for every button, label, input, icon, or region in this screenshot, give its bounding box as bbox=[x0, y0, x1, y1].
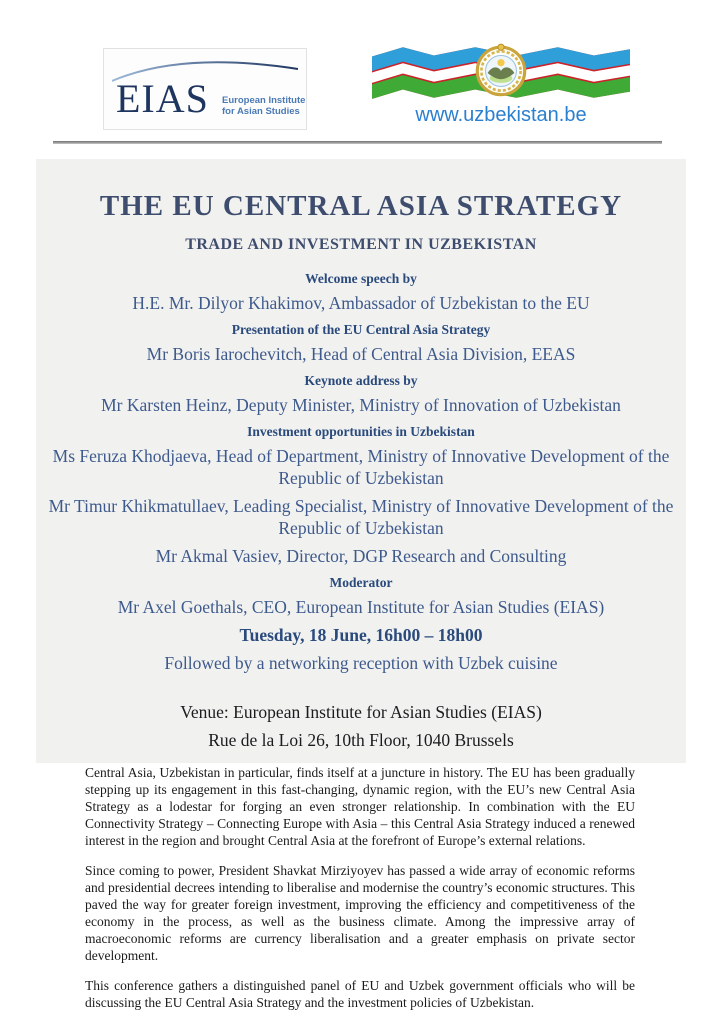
venue-line1: Venue: European Institute for Asian Studies (EIAS) bbox=[180, 702, 542, 722]
event-datetime: Tuesday, 18 June, 16h00 – 18h00 bbox=[239, 625, 483, 645]
program-speaker: Mr Karsten Heinz, Deputy Minister, Ministry of Innovation of Uzbekistan bbox=[101, 395, 621, 415]
program-label: Presentation of the EU Central Asia Strategy bbox=[231, 322, 491, 337]
venue-block bbox=[44, 698, 678, 754]
eias-acronym: EIAS bbox=[116, 76, 209, 121]
description-paragraph-1: Central Asia, Uzbekistan in particular, finds itself at a juncture in history. The EU has been gradually stepping up its engagement in this fast-changing, dynamic region, with the EU’s new Central Asia Strategy as a lodestar for forging an even stronger relationship. In combination with the EU Connectivity Strategy – Connecting Europe with Asia – this Central Asia Strategy induced a renewed interest in the region and brought Central Asia at the forefront of Europe’s external relations. bbox=[85, 765, 635, 848]
program-speaker: Mr Axel Goethals, CEO, European Institute for Asian Studies (EIAS) bbox=[117, 597, 605, 617]
program-label: Keynote address by bbox=[304, 373, 418, 388]
program-label-moderator: Moderator bbox=[329, 575, 393, 590]
uzbekistan-logo bbox=[372, 40, 630, 132]
program-speaker: Mr Akmal Vasiev, Director, DGP Research and Consulting bbox=[155, 546, 567, 566]
description-paragraph-3: This conference gathers a distinguished panel of EU and Uzbek government officials who will be discussing the EU Central Asia Strategy and the investment policies of Uzbekistan. bbox=[85, 978, 635, 1010]
program-speaker: Ms Feruza Khodjaeva, Head of Department, Ministry of Innovative Development of the Republic of Uzbekistan bbox=[52, 446, 670, 488]
eias-name-line2: for Asian Studies bbox=[222, 106, 300, 117]
program-speaker: H.E. Mr. Dilyor Khakimov, Ambassador of Uzbekistan to the EU bbox=[132, 293, 590, 313]
uzbekistan-flag-banner bbox=[372, 40, 630, 104]
program-speaker: Mr Boris Iarochevitch, Head of Central Asia Division, EEAS bbox=[146, 344, 576, 364]
eias-name bbox=[222, 95, 305, 117]
program-speaker: Mr Timur Khikmatullaev, Leading Specialist, Ministry of Innovative Development of the Republic of Uzbekistan bbox=[48, 496, 674, 538]
horizontal-divider bbox=[53, 141, 662, 144]
program-label: Investment opportunities in Uzbekistan bbox=[247, 424, 475, 439]
event-subtitle: TRADE AND INVESTMENT IN UZBEKISTAN bbox=[185, 236, 537, 253]
event-program bbox=[44, 271, 678, 674]
eias-logo bbox=[103, 48, 307, 130]
event-flyer-panel bbox=[36, 159, 686, 763]
description-text bbox=[85, 764, 635, 1024]
program-reception-note: Followed by a networking reception with Uzbek cuisine bbox=[164, 653, 558, 673]
description-paragraph-2: Since coming to power, President Shavkat Mirziyoyev has passed a wide array of economic reforms and presidential decrees intending to liberalise and modernise the country’s economic structures. This paved the way for greater foreign investment, improving the efficiency and competitiveness of the economy in the process, as well as the business climate. Among the impressive array of macroeconomic reforms are currency liberalisation and a greater emphasis on private sector development. bbox=[85, 863, 635, 963]
program-label: Welcome speech by bbox=[305, 271, 417, 286]
uzbekistan-website-link[interactable]: www.uzbekistan.be bbox=[415, 104, 587, 126]
venue-line2: Rue de la Loi 26, 10th Floor, 1040 Brussels bbox=[208, 730, 514, 750]
eias-name-line1: European Institute bbox=[222, 95, 306, 106]
event-title: THE EU CENTRAL ASIA STRATEGY bbox=[99, 190, 623, 222]
